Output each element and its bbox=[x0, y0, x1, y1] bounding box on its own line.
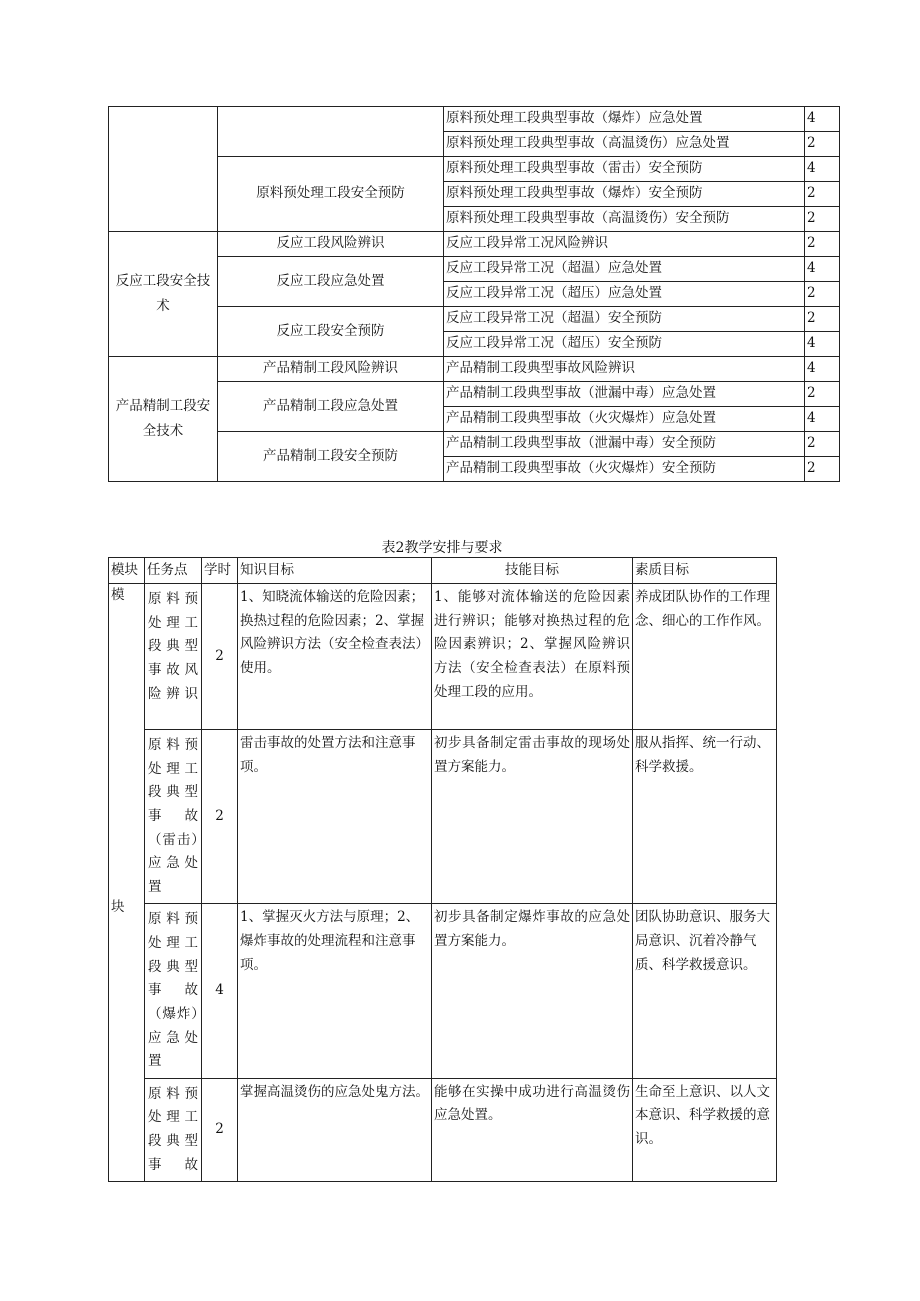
item-cell: 原料预处理工段典型事故（爆炸）安全预防 bbox=[444, 182, 805, 207]
hours-cell: 4 bbox=[805, 332, 840, 357]
hours-cell: 2 bbox=[202, 584, 238, 730]
table-row bbox=[109, 904, 777, 1078]
item-cell: 反应工段异常工况（超温）安全预防 bbox=[444, 307, 805, 332]
hours-cell: 4 bbox=[805, 407, 840, 432]
hours-cell: 2 bbox=[805, 182, 840, 207]
task-cell bbox=[218, 107, 444, 157]
knowledge-cell: 1、掌握灭火方法与原理；2、爆炸事故的处理流程和注意事项。 bbox=[238, 904, 432, 1078]
task-cell: 产品精制工段风险辨识 bbox=[218, 357, 444, 382]
task-cell: 原料预处理工段典型事故（爆炸）应急处置 bbox=[145, 904, 202, 1078]
task-cell: 反应工段风险辨识 bbox=[218, 232, 444, 257]
module-cell: 反应工段安全技术 bbox=[109, 232, 218, 357]
item-cell: 反应工段异常工况（超压）安全预防 bbox=[444, 332, 805, 357]
skill-cell: 初步具备制定雷击事故的现场处置方案能力。 bbox=[432, 730, 633, 904]
table-row bbox=[109, 730, 777, 904]
quality-cell: 团队协助意识、服务大局意识、沉着冷静气质、科学救援意识。 bbox=[633, 904, 777, 1078]
hours-cell: 2 bbox=[202, 1078, 238, 1182]
knowledge-cell: 掌握高温烫伤的应急处鬼方法。 bbox=[238, 1078, 432, 1182]
module-cell bbox=[109, 107, 218, 232]
hours-cell: 2 bbox=[805, 207, 840, 232]
table-row bbox=[109, 382, 840, 407]
module-char-bottom: 块 bbox=[111, 899, 125, 915]
table-row bbox=[109, 307, 840, 332]
hours-cell: 2 bbox=[805, 457, 840, 482]
skill-cell: 能够在实操中成功进行高温烫伤应急处置。 bbox=[432, 1078, 633, 1182]
skill-cell: 1、能够对流体输送的危险因素进行辨识；能够对换热过程的危险因素辨识；2、掌握风险辨识方法（安全检查表法）在原料预处理工段的应用。 bbox=[432, 584, 633, 730]
hours-cell: 4 bbox=[202, 904, 238, 1078]
module-char-top: 模 bbox=[111, 587, 125, 603]
hours-cell: 4 bbox=[805, 357, 840, 382]
header-knowledge: 知识目标 bbox=[238, 558, 432, 584]
table-row bbox=[109, 432, 840, 457]
quality-cell: 生命至上意识、以人文本意识、科学救援的意识。 bbox=[633, 1078, 777, 1182]
teaching-arrangement-table bbox=[108, 557, 777, 1182]
module-cell: 产品精制工段安全技术 bbox=[109, 357, 218, 482]
item-cell: 原料预处理工段典型事故（爆炸）应急处置 bbox=[444, 107, 805, 132]
hours-cell: 2 bbox=[805, 382, 840, 407]
table-row bbox=[109, 357, 840, 382]
hours-cell: 4 bbox=[805, 257, 840, 282]
task-cell: 原料预处理工段典型事故 bbox=[145, 1078, 202, 1182]
task-cell: 产品精制工段应急处置 bbox=[218, 382, 444, 432]
item-cell: 反应工段异常工况风险辨识 bbox=[444, 232, 805, 257]
table-row bbox=[109, 584, 777, 730]
item-cell: 反应工段异常工况（超压）应急处置 bbox=[444, 282, 805, 307]
hours-cell: 2 bbox=[805, 432, 840, 457]
task-cell: 产品精制工段安全预防 bbox=[218, 432, 444, 482]
item-cell: 产品精制工段典型事故（泄漏中毒）应急处置 bbox=[444, 382, 805, 407]
hours-cell: 2 bbox=[805, 307, 840, 332]
item-cell: 原料预处理工段典型事故（高温烫伤）应急处置 bbox=[444, 132, 805, 157]
task-cell: 反应工段安全预防 bbox=[218, 307, 444, 357]
hours-cell: 4 bbox=[805, 157, 840, 182]
item-cell: 产品精制工段典型事故（火灾爆炸）安全预防 bbox=[444, 457, 805, 482]
hours-cell: 2 bbox=[805, 232, 840, 257]
item-cell: 原料预处理工段典型事故（高温烫伤）安全预防 bbox=[444, 207, 805, 232]
hours-cell: 2 bbox=[805, 132, 840, 157]
knowledge-cell: 雷击事故的处置方法和注意事项。 bbox=[238, 730, 432, 904]
hours-cell: 2 bbox=[805, 282, 840, 307]
quality-cell: 养成团队协作的工作理念、细心的工作作风。 bbox=[633, 584, 777, 730]
task-cell: 原料预处理工段安全预防 bbox=[218, 157, 444, 232]
knowledge-cell: 1、知晓流体输送的危险因素；换热过程的危险因素；2、掌握风险辨识方法（安全检查表法）使用。 bbox=[238, 584, 432, 730]
task-cell: 原料预处理工段典型事故（雷击）应急处置 bbox=[145, 730, 202, 904]
table-header-row bbox=[109, 558, 777, 584]
table-row bbox=[109, 232, 840, 257]
header-skill: 技能目标 bbox=[432, 558, 633, 584]
item-cell: 产品精制工段典型事故（泄漏中毒）安全预防 bbox=[444, 432, 805, 457]
table-caption: 表2教学安排与要求 bbox=[381, 540, 503, 556]
table-row bbox=[109, 257, 840, 282]
header-hours: 学时 bbox=[202, 558, 238, 584]
item-cell: 产品精制工段典型事故（火灾爆炸）应急处置 bbox=[444, 407, 805, 432]
table-row bbox=[109, 107, 840, 132]
header-module: 模块 bbox=[109, 558, 145, 584]
header-task: 任务点 bbox=[145, 558, 202, 584]
header-quality: 素质目标 bbox=[633, 558, 777, 584]
item-cell: 产品精制工段典型事故风险辨识 bbox=[444, 357, 805, 382]
course-outline-table bbox=[108, 106, 840, 482]
item-cell: 原料预处理工段典型事故（雷击）安全预防 bbox=[444, 157, 805, 182]
table-row bbox=[109, 157, 840, 182]
quality-cell: 服从指挥、统一行动、科学救援。 bbox=[633, 730, 777, 904]
hours-cell: 4 bbox=[805, 107, 840, 132]
task-cell: 原料预处理工段典型事故风险辨识 bbox=[145, 584, 202, 730]
table-row bbox=[109, 1078, 777, 1182]
item-cell: 反应工段异常工况（超温）应急处置 bbox=[444, 257, 805, 282]
hours-cell: 2 bbox=[202, 730, 238, 904]
module-cell bbox=[109, 584, 145, 1182]
skill-cell: 初步具备制定爆炸事故的应急处置方案能力。 bbox=[432, 904, 633, 1078]
task-cell: 反应工段应急处置 bbox=[218, 257, 444, 307]
